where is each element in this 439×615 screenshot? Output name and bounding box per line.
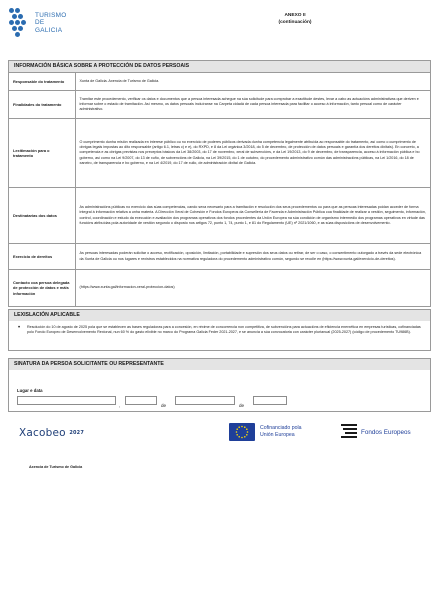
eu-flag-icon (229, 423, 255, 441)
eu-line: Cofinanciado pola (260, 425, 302, 431)
annex-header (220, 12, 370, 27)
row-text: (https://www.xunta.gal/informacion-xeral-proteccion-datos) (75, 270, 430, 306)
data-protection-table (9, 72, 430, 306)
eu-line: Unión Europea (260, 431, 295, 438)
row-label: Contacto coa persoa delegada de protección de datos e máis información (9, 270, 75, 306)
fondos-europeos-text: Fondos Europeos (361, 429, 411, 436)
of-label: de (161, 403, 167, 408)
legislation-text: Resolución do 10 de agosto de 2025 pola que se establecen as bases reguladoras para a concesión, en réxime de concorrencia non competitiva, de subvencións para actuacións de eficiencia enerxética en empresas turísticas, cofinanciadas polo Fondo Europeo de Desenvolvemento Rexional, nun 60 % do gasto elixible no marco do Programa Galicia Feder 2021-2027, e se anuncia a súa convocatoria con carácter plurianual (2025-2027) (código de procedemento TU986B). (27, 325, 421, 335)
comma-separator: , (119, 403, 121, 408)
turismo-galicia-logo (9, 8, 67, 38)
table-row (9, 73, 430, 91)
year-input[interactable] (253, 396, 287, 405)
day-input[interactable] (125, 396, 157, 405)
signature-section (8, 358, 431, 412)
data-protection-section (8, 60, 431, 307)
row-text: O cumprimento dunha misión realizada en interese público ou no exercicio de poderes públicos derivada dunha competencia legalmente atribuída ao responsable do tratamento, así como o cumprimento de obrigas legais impostas ao dito responsable (artigo 6.1, letras c) e e), do RXPD, e 8 da Lei orgánica 3/2018, do 5 de decembro, de protección de datos persoais e garantía dos dereitos dixitais). En concreto, a competencia e as obrigas previstas nos preceptos básicos da Lei 38/2003, do 17 de novembro, xeral de subvencións, e da Lei 19/2013, do 9 de decembro, de transparencia, acceso á información pública e bo goberno, así como na Lei 9/2007, do 13 de xuño, de subvencións de Galicia, na Lei 39/2015, do 1 de outubro, do procedemento administrativo común das administracións públicas, na Lei 1/2016, do 18 de xaneiro, de transparencia e bo goberno, e na Lei 4/2019, do 17 de xullo, de administración dixital de Galicia. (75, 119, 430, 188)
logo-line: GALICIA (35, 26, 63, 34)
row-text: Tramitar este procedemento, verificar os datos e documentos que a persoa interesada achegue na súa solicitude para comprobar a exactitude destes, levar a cabo as actuacións administrativas que deriven e informar sobre o estado de tramitación. Así mesmo, os datos persoais incluíranse na Carpeta cidadá de cada persoa interesada para facilitar o acceso á información, tanto persoal como de carácter administrativo. (75, 91, 430, 119)
month-input[interactable] (175, 396, 235, 405)
bullet-icon: • (18, 325, 21, 331)
logo-dots-icon (9, 8, 31, 38)
logo-line: DE (35, 19, 45, 27)
of-label: de (239, 403, 245, 408)
row-text: Xunta de Galicia. Axencia de Turismo de Galicia. (75, 73, 430, 91)
xacobeo-text: Xacobeo (19, 427, 66, 439)
row-label: Exercicio de dereitos (9, 244, 75, 270)
eu-stars-icon (229, 423, 255, 441)
table-row (9, 270, 430, 306)
footer-agency: Axencia de Turismo de Galicia (29, 465, 83, 469)
legislation-section (8, 309, 431, 351)
place-date-label: Lugar e data (17, 388, 43, 393)
xacobeo-year: 2027 (69, 430, 85, 436)
row-label: Lexitimación para o tratamento (9, 119, 75, 188)
logo-line: TURISMO (35, 11, 67, 19)
logo-text (35, 12, 67, 35)
legislation-item (9, 321, 430, 340)
fondos-europeos-icon (341, 424, 357, 439)
fe-stripes-icon (341, 424, 357, 439)
table-row (9, 119, 430, 188)
signature-title: SINATURA DA PERSOA SOLICITANTE OU REPRESENTANTE (9, 359, 430, 370)
legislation-title: LEXISLACIÓN APLICABLE (9, 310, 430, 321)
annex-subtitle: (continuación) (278, 20, 312, 26)
table-row (9, 244, 430, 270)
table-row (9, 91, 430, 119)
table-row (9, 188, 430, 244)
place-input[interactable] (17, 396, 116, 405)
row-text: As administracións públicas no exercicio das súas competencias, cando sexa necesario para a tramitación e resolución dos seus procedementos ou para que as persoas interesadas poidan acceder de forma integral á información relativa a unha materia. A Dirección Xeral de Cohesión e Fondos Europeos da Consellería de Facenda e Administración Pública coa finalidade de realizar a xestión, seguimento, información, control, coordinación e estudo da execución e avaliación dos programas operativos dos fondos procedentes da Unión Europea na súa condición de organismo intermedio dos programas operativos en virtude das funcións atribuídas pola autoridade de xestión segundo o disposto nos artigos 72, punto 1, 74, punto 1, e 81 do Regulamento (UE) nº 2021/1060, e as súas disposicións de desenvolvemento. (75, 188, 430, 244)
data-protection-title: INFORMACIÓN BÁSICA SOBRE A PROTECCIÓN DE DATOS PERSOAIS (9, 61, 430, 72)
row-text: As persoas interesadas poderán solicitar o acceso, rectificación, oposición, limitación, portabilidade e supresión dos seus datos ou retirar, de ser o caso, o consentimento outorgado a través da sede electrónica da Xunta de Galicia ou nos lugares e rexistros establecidos na normativa reguladora do procedemento administrativo común, segundo se recolle en (https://www.xunta.gal/exercicio-de-dereitos). (75, 244, 430, 270)
eu-cofinance-text (260, 425, 302, 438)
row-label: Destinatarias dos datos (9, 188, 75, 244)
annex-title: ANEXO II (284, 13, 306, 18)
row-label: Finalidades do tratamento (9, 91, 75, 119)
xacobeo-logo (19, 427, 84, 439)
row-label: Responsable do tratamento (9, 73, 75, 91)
